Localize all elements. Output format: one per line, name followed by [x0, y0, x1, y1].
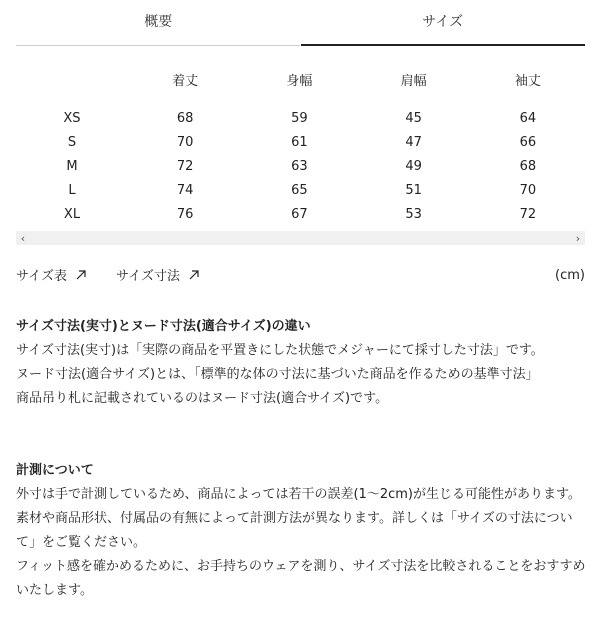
table-cell: 76	[176, 206, 194, 222]
scroll-left-icon[interactable]: ‹	[20, 231, 26, 245]
horizontal-scrollbar[interactable]	[16, 231, 585, 245]
table-cell: 68	[519, 158, 537, 174]
column-header: 着丈	[172, 73, 199, 89]
table-cell: 64	[519, 110, 537, 126]
measurement-text: 外寸は手で計測しているため、商品によっては若干の誤差(1〜2cm)が生じる可能性があります。	[16, 487, 581, 502]
external-arrow-icon	[188, 269, 200, 281]
table-cell: 61	[291, 134, 308, 150]
difference-text: サイズ寸法(実寸)は「実際の商品を平置きにした状態でメジャーにて採寸した寸法」です。	[16, 343, 544, 358]
size-table	[16, 66, 585, 226]
table-header-row	[16, 66, 585, 106]
size-label: S	[67, 134, 77, 150]
measurement-heading: 計測について	[16, 463, 94, 478]
table-cell: 63	[291, 158, 308, 174]
table-row	[16, 154, 585, 178]
table-cell: 45	[405, 110, 422, 126]
tab-size-label: サイズ	[422, 14, 464, 30]
size-label: XL	[63, 206, 81, 222]
difference-section	[16, 315, 586, 411]
size-chart-link-label: サイズ表	[16, 269, 67, 284]
difference-text: ヌード寸法(適合サイズ)とは、「標準的な体の寸法に基づいた商品を作るための基準寸法」	[16, 367, 539, 382]
table-cell: 49	[405, 158, 422, 174]
table-row	[16, 202, 585, 226]
measurement-section	[16, 459, 586, 603]
table-cell: 47	[405, 134, 422, 150]
table-row	[16, 178, 585, 202]
size-label: L	[68, 182, 76, 198]
table-cell: 70	[519, 182, 537, 198]
table-row	[16, 130, 585, 154]
tab-overview[interactable]	[16, 0, 301, 46]
size-measure-link-label: サイズ寸法	[116, 269, 180, 284]
table-cell: 65	[291, 182, 308, 198]
column-header: 身幅	[286, 73, 313, 89]
scroll-right-icon[interactable]: ›	[575, 231, 581, 245]
table-cell: 67	[291, 206, 308, 222]
size-label: M	[66, 158, 78, 174]
size-measure-link[interactable]	[116, 265, 200, 284]
table-cell: 53	[405, 206, 422, 222]
difference-heading: サイズ寸法(実寸)とヌード寸法(適合サイズ)の違い	[16, 319, 311, 334]
measurement-text: フィット感を確かめるために、お手持ちのウェアを測り、サイズ寸法を比較されることをおすすめいたします。	[16, 559, 586, 598]
table-cell: 68	[176, 110, 194, 126]
table-cell: 72	[176, 158, 194, 174]
measurement-text: 素材や商品形状、付属品の有無によって計測方法が異なります。詳しくは「サイズの寸法について」をご覧ください。	[16, 511, 573, 550]
table-cell: 70	[176, 134, 194, 150]
column-header: 袖丈	[514, 73, 541, 89]
unit-label: (cm)	[555, 268, 585, 283]
table-cell: 59	[291, 110, 308, 126]
tab-divider	[16, 45, 300, 46]
size-links	[16, 265, 585, 287]
table-cell: 74	[176, 182, 194, 198]
table-corner	[16, 66, 128, 106]
difference-text: 商品吊り札に記載されているのはヌード寸法(適合サイズ)です。	[16, 391, 389, 406]
tab-bar	[16, 0, 585, 46]
size-label: XS	[63, 110, 81, 126]
table-cell: 72	[519, 206, 537, 222]
table-cell: 66	[519, 134, 537, 150]
tab-size[interactable]	[301, 0, 586, 46]
tab-overview-label: 概要	[144, 14, 173, 30]
table-row	[16, 106, 585, 130]
size-chart-link[interactable]	[16, 265, 87, 284]
external-arrow-icon	[75, 269, 87, 281]
column-header: 肩幅	[400, 73, 427, 89]
table-cell: 51	[405, 182, 422, 198]
